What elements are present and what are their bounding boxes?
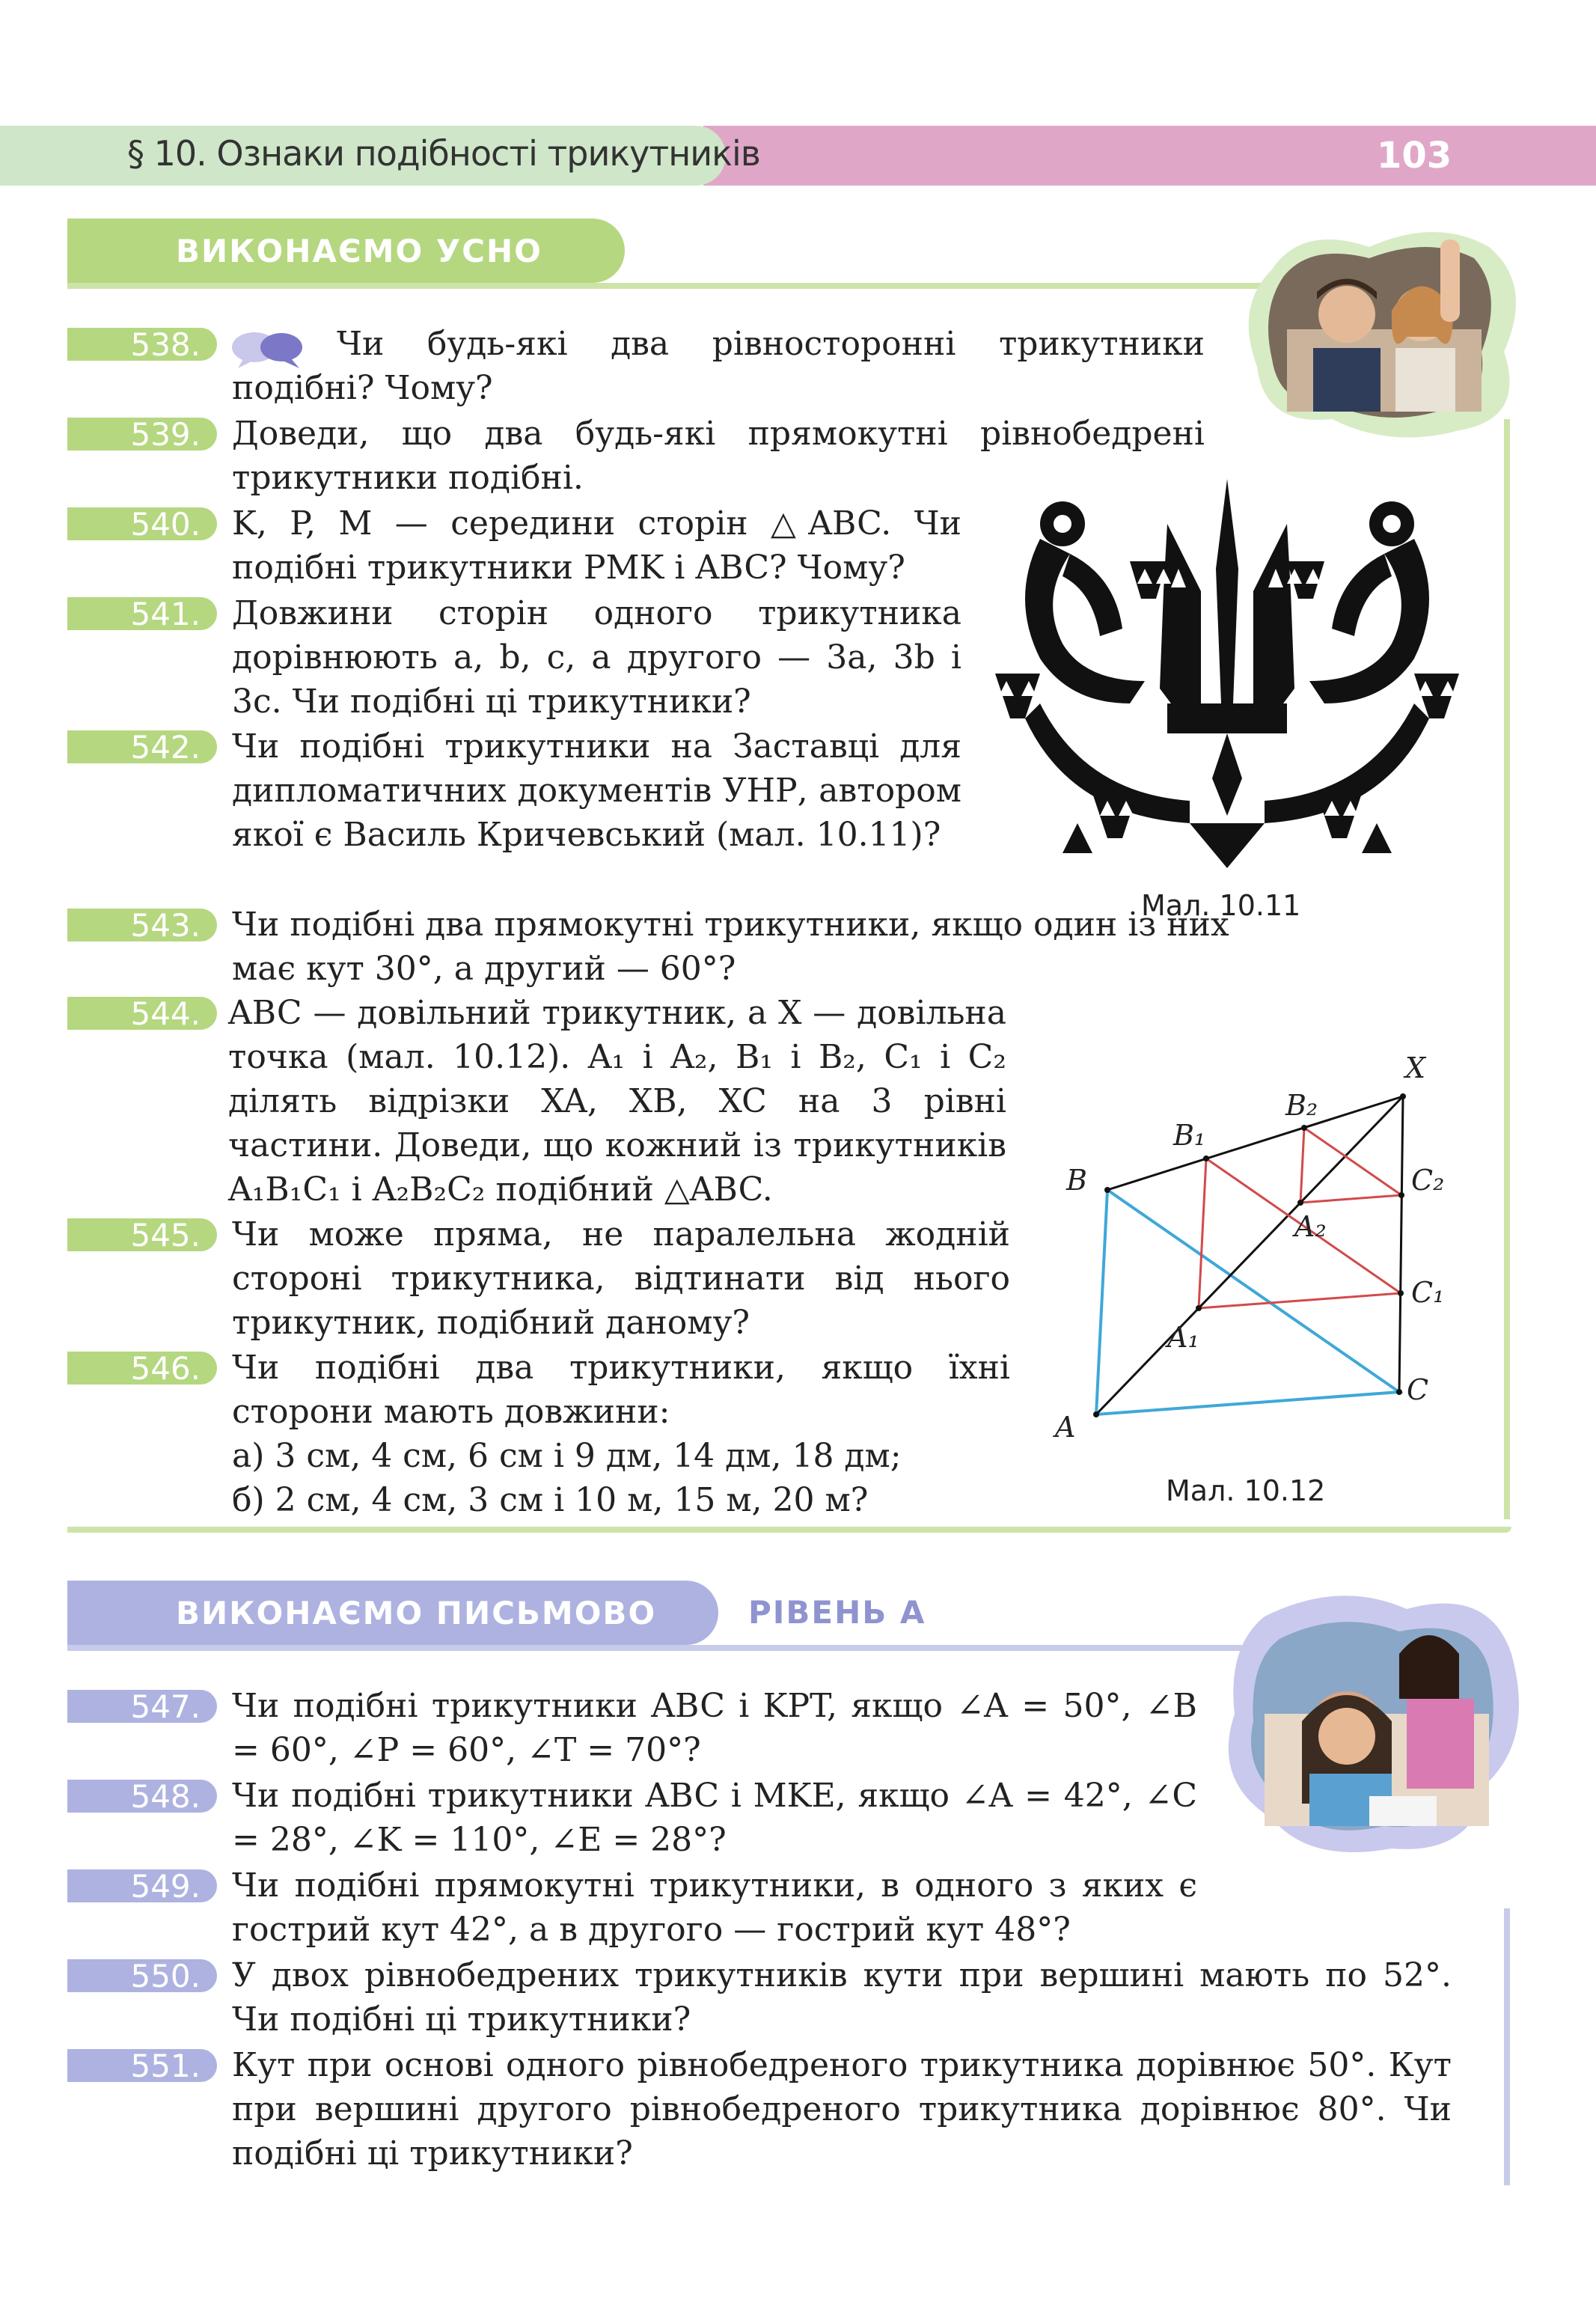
triangle-a2b2c2	[1300, 1128, 1401, 1203]
students-photo	[1242, 225, 1526, 442]
task-542-text: Чи подібні трикутники на Заставці для дипломатичних документів УНР, автором якої є Василь Кричевський (мал. 10.11)?	[232, 727, 961, 854]
figure-caption-10-12: Мал. 10.12	[1166, 1474, 1326, 1507]
task-545-text: Чи може пряма, не паралельна жодній стороні трикутника, відтинати від нього трикутник, подібний даному?	[232, 1215, 1010, 1342]
task-539-text: Доведи, що два будь-які прямокутні рівнобедрені трикутники подібні.	[232, 415, 1205, 497]
task-549-text: Чи подібні прямокутні трикутники, в одного з яких є гострий кут 42°, а в другого — гострий кут 48°?	[232, 1866, 1197, 1949]
task-540-text: K, P, M — середини сторін △ABC. Чи подібні трикутники PMK і ABC? Чому?	[232, 504, 961, 587]
task-number: 540.	[67, 507, 217, 540]
task-546-option-a: а) 3 см, 4 см, 6 см і 9 дм, 14 дм, 18 дм;	[232, 1437, 902, 1475]
label-x: X	[1405, 1051, 1426, 1084]
task-number: 539.	[67, 418, 217, 451]
unr-ornament-figure	[995, 479, 1459, 868]
task-number: 550.	[67, 1959, 217, 1992]
task-number: 549.	[67, 1869, 217, 1902]
label-a1: A₁	[1167, 1321, 1199, 1354]
label-c: C	[1407, 1373, 1429, 1406]
figure-caption-10-11: Мал. 10.11	[1141, 889, 1301, 922]
triangle-figure	[1048, 1040, 1467, 1444]
task-number: 543.	[67, 909, 217, 941]
section-right-border	[1504, 419, 1510, 1519]
task-541-text: Довжини сторін одного трикутника дорівнюють a, b, c, а другого — 3a, 3b і 3c. Чи подібні ці трикутники?	[232, 594, 961, 721]
header-band-right	[703, 126, 1596, 186]
task-number: 548.	[67, 1780, 217, 1813]
task-number: 547.	[67, 1690, 217, 1723]
label-a2: A₂	[1294, 1210, 1327, 1243]
section-heading-oral: ВИКОНАЄМО УСНО	[67, 219, 625, 283]
task-number: 541.	[67, 597, 217, 630]
task-number: 544.	[67, 997, 217, 1030]
section-right-border	[1504, 1908, 1510, 2185]
task-551-text: Кут при основі одного рівнобедреного трикутника дорівнює 50°. Кут при вершині другого рівнобедреного трикутника дорівнює 80°. Чи подібні ці трикутники?	[232, 2046, 1452, 2173]
task-number: 545.	[67, 1218, 217, 1251]
task-544-text: ABC — довільний трикутник, а X — довільна точка (мал. 10.12). A₁ і A₂, B₁ і B₂, C₁ і C₂ ділять відрізки XA, XB, XC на 3 рівні частини. Доведи, що кожний із трикутників A₁B₁C₁ і A₂B₂C₂ подібний △ABC.	[228, 994, 1006, 1209]
label-b: B	[1066, 1164, 1087, 1197]
task-546-text: Чи подібні два трикутники, якщо їхні сторони мають довжини:	[232, 1349, 1010, 1431]
section-underline	[67, 1645, 1242, 1651]
task-543-text: Чи подібні два прямокутні трикутники, якщо один із них має кут 30°, а другий — 60°?	[232, 906, 1229, 988]
label-a: A	[1055, 1411, 1076, 1444]
task-number: 538.	[67, 328, 217, 361]
task-number: 542.	[67, 730, 217, 763]
section-bottom-border	[67, 1527, 1511, 1533]
level-label: РІВЕНЬ А	[748, 1594, 926, 1631]
task-number: 546.	[67, 1352, 217, 1385]
section-underline	[67, 283, 1294, 289]
teacher-students-photo	[1220, 1587, 1519, 1863]
page-number: 103	[1377, 135, 1452, 177]
label-b2: B₂	[1285, 1089, 1318, 1122]
chapter-title: § 10. Ознаки подібності трикутників	[127, 133, 760, 174]
task-number: 551.	[67, 2049, 217, 2082]
label-c1: C₁	[1411, 1276, 1445, 1309]
task-546-option-b: б) 2 см, 4 см, 3 см і 10 м, 15 м, 20 м?	[232, 1481, 869, 1519]
section-heading-written: ВИКОНАЄМО ПИСЬМОВО	[67, 1581, 718, 1645]
task-547-text: Чи подібні трикутники ABC і KPT, якщо ∠A = 50°, ∠B = 60°, ∠P = 60°, ∠T = 70°?	[232, 1687, 1197, 1769]
segment-xc	[1399, 1096, 1403, 1392]
task-538-text: Чи будь-які два рівносторонні трикутники подібні? Чому?	[232, 325, 1205, 407]
triangle-abc	[1096, 1190, 1399, 1414]
label-c2: C₂	[1411, 1164, 1445, 1197]
task-550-text: У двох рівнобедрених трикутників кути при вершині мають по 52°. Чи подібні ці трикутники?	[232, 1956, 1452, 2039]
label-b1: B₁	[1173, 1119, 1206, 1152]
task-548-text: Чи подібні трикутники ABC і MKE, якщо ∠A = 42°, ∠C = 28°, ∠K = 110°, ∠E = 28°?	[232, 1777, 1197, 1859]
